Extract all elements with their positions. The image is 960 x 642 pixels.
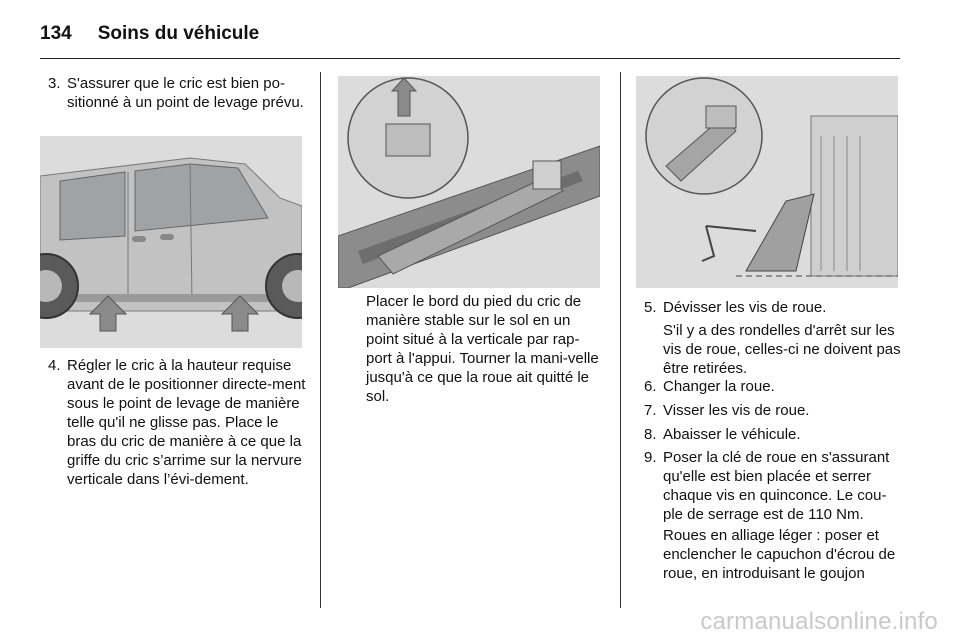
step-7 <box>644 401 900 420</box>
column-divider-right <box>620 72 621 608</box>
jack-lifting-drawing <box>636 76 898 288</box>
watermark: carmanualsonline.info <box>700 608 938 635</box>
jack-foot-drawing <box>338 76 600 288</box>
step-6 <box>644 377 900 396</box>
section-title: Soins du véhicule <box>97 23 260 44</box>
page-number: 134 <box>40 23 72 44</box>
step-4 <box>48 356 306 489</box>
step-3 <box>48 74 304 112</box>
jack-lifting-illustration <box>636 76 898 288</box>
header-divider <box>40 58 900 59</box>
step-9 <box>644 448 902 524</box>
page-header <box>40 14 259 54</box>
step-8 <box>644 425 900 444</box>
vehicle-side-illustration <box>40 136 302 348</box>
step-5 <box>644 298 900 317</box>
step-7-text: Visser les vis de roue. <box>663 402 810 419</box>
step-5-number: 5. <box>644 299 657 316</box>
step-9-note: Roues en alliage léger : poser et enclencher le capuchon d'écrou de roue, en introduisant le goujon <box>663 527 896 582</box>
jack-foot-illustration <box>338 76 600 288</box>
column-divider-left <box>320 72 321 608</box>
step-7-number: 7. <box>644 402 657 419</box>
step-5-note: S'il y a des rondelles d'arrêt sur les vis de roue, celles-ci ne doivent pas être retirées. <box>663 322 901 377</box>
step-8-text: Abaisser le véhicule. <box>663 426 801 443</box>
step-3-text: S'assurer que le cric est bien po-sitionné à un point de levage prévu. <box>67 75 304 111</box>
step-5-text: Dévisser les vis de roue. <box>663 299 827 316</box>
vehicle-side-drawing <box>40 136 302 348</box>
step-9-number: 9. <box>644 449 657 466</box>
step-6-text: Changer la roue. <box>663 378 775 395</box>
step-4-number: 4. <box>48 357 61 374</box>
step-3-number: 3. <box>48 75 61 92</box>
step-6-number: 6. <box>644 378 657 395</box>
step-9-text: Poser la clé de roue en s'assurant qu'elle est bien placée et serrer chaque vis en quinconce. Le cou-ple de serrage est de 110 Nm. <box>663 449 890 523</box>
step-8-number: 8. <box>644 426 657 443</box>
middle-paragraph: Placer le bord du pied du cric de manière stable sur le sol en un point situé à la verticale par rap-port à l'appui. Tourner la mani-velle jusqu'à ce que la roue ait quitté le sol. <box>366 293 599 405</box>
step-4-text: Régler le cric à la hauteur requise avant de le positionner directe-ment sous le point de levage de manière telle qu'il ne glisse pas. Place le bras du cric de manière à ce que la griffe du cric s’arrime sur la nervure verticale dans l’évi-dement. <box>67 357 306 488</box>
